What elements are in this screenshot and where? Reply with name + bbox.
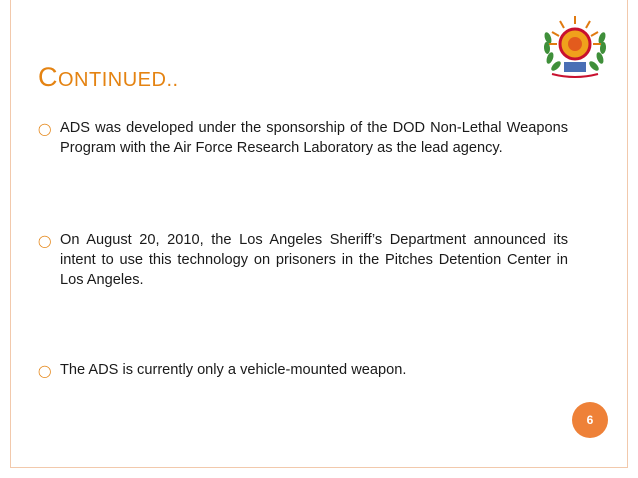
bullet-list bbox=[38, 118, 568, 380]
bullet-item bbox=[38, 118, 568, 158]
ring-bullet-icon: ◯ bbox=[38, 122, 52, 136]
title-rest: ONTINUED.. bbox=[58, 69, 179, 91]
bullet-item bbox=[38, 230, 568, 290]
ring-bullet-icon: ◯ bbox=[38, 364, 52, 378]
bullet-item bbox=[38, 360, 568, 380]
slide-title bbox=[38, 62, 179, 93]
ring-bullet-icon: ◯ bbox=[38, 234, 52, 248]
bullet-text: The ADS is currently only a vehicle-mounted weapon. bbox=[60, 362, 407, 378]
title-initial: C bbox=[38, 62, 58, 92]
page-number-badge: 6 bbox=[572, 402, 608, 438]
bullet-text: ADS was developed under the sponsorship of the DOD Non-Lethal Weapons Program with the Air Force Research Laboratory as the lead agency. bbox=[60, 120, 568, 156]
sun-emblem-logo-icon bbox=[538, 10, 612, 80]
bullet-text: On August 20, 2010, the Los Angeles Sheriff’s Department announced its intent to use this technology on prisoners in the Pitches Detention Center in Los Angeles. bbox=[60, 232, 568, 288]
